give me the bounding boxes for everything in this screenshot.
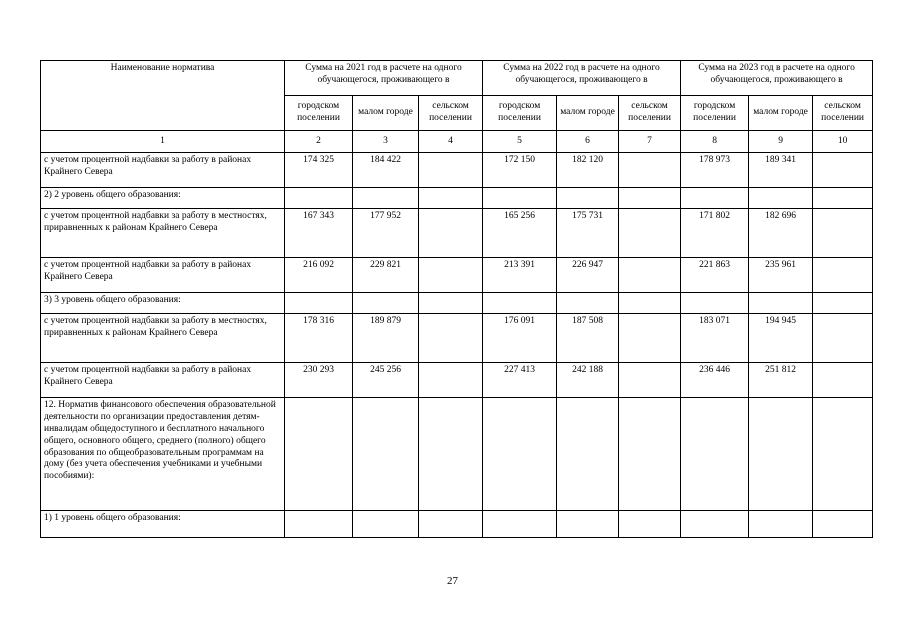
cell-value	[749, 398, 813, 511]
cell-value	[681, 398, 749, 511]
header-group-2022: Сумма на 2022 год в расчете на одного обучающегося, проживающего в	[483, 61, 681, 96]
cell-value	[419, 293, 483, 314]
row-name: с учетом процентной надбавки за работу в местностях, приравненных к районам Крайнего Севера	[41, 314, 285, 363]
header-group-2023: Сумма на 2023 год в расчете на одного обучающегося, проживающего в	[681, 61, 873, 96]
cell-value	[419, 398, 483, 511]
table-row	[41, 363, 873, 398]
cell-value	[813, 209, 873, 258]
cell-value: 245 256	[353, 363, 419, 398]
cell-value: 174 325	[285, 153, 353, 188]
cell-value	[619, 293, 681, 314]
header-row-numbers	[41, 131, 873, 153]
header-sub-rural: сельском поселении	[419, 96, 483, 131]
column-number: 4	[419, 131, 483, 153]
table-row	[41, 188, 873, 209]
header-sub-small-town: малом городе	[353, 96, 419, 131]
cell-value: 184 422	[353, 153, 419, 188]
cell-value	[681, 188, 749, 209]
row-name: с учетом процентной надбавки за работу в районах Крайнего Севера	[41, 363, 285, 398]
cell-value	[483, 293, 557, 314]
cell-value	[419, 188, 483, 209]
cell-value	[813, 398, 873, 511]
cell-value: 172 150	[483, 153, 557, 188]
cell-value	[749, 188, 813, 209]
cell-value: 167 343	[285, 209, 353, 258]
row-name: с учетом процентной надбавки за работу в местностях, приравненных к районам Крайнего Севера	[41, 209, 285, 258]
column-number: 2	[285, 131, 353, 153]
cell-value	[419, 258, 483, 293]
cell-value	[353, 511, 419, 538]
row-name: 3) 3 уровень общего образования:	[41, 293, 285, 314]
row-name: с учетом процентной надбавки за работу в районах Крайнего Севера	[41, 153, 285, 188]
header-group-2021: Сумма на 2021 год в расчете на одного обучающегося, проживающего в	[285, 61, 483, 96]
table-row	[41, 209, 873, 258]
cell-value: 171 802	[681, 209, 749, 258]
header-sub-rural: сельском поселении	[619, 96, 681, 131]
cell-value	[619, 258, 681, 293]
cell-value	[619, 314, 681, 363]
cell-value	[749, 511, 813, 538]
cell-value	[619, 363, 681, 398]
cell-value	[557, 511, 619, 538]
cell-value	[285, 293, 353, 314]
cell-value: 187 508	[557, 314, 619, 363]
cell-value	[813, 188, 873, 209]
header-sub-small-town: малом городе	[749, 96, 813, 131]
table-row	[41, 398, 873, 511]
cell-value: 176 091	[483, 314, 557, 363]
cell-value: 177 952	[353, 209, 419, 258]
column-number: 7	[619, 131, 681, 153]
cell-value	[353, 398, 419, 511]
header-row-groups	[41, 61, 873, 96]
row-name: 12. Норматив финансового обеспечения образовательной деятельности по организации предоставления детям-инвалидам общедоступного и бесплатного начального общего, основного общего, среднего (полного) общего образования по общеобразовательным программам на дому (без учета обеспечения учебниками и учебными пособиями):	[41, 398, 285, 511]
column-number: 5	[483, 131, 557, 153]
cell-value	[813, 153, 873, 188]
column-number: 3	[353, 131, 419, 153]
cell-value	[619, 153, 681, 188]
cell-value: 236 446	[681, 363, 749, 398]
table-row	[41, 314, 873, 363]
cell-value	[557, 188, 619, 209]
cell-value: 189 341	[749, 153, 813, 188]
cell-value: 178 316	[285, 314, 353, 363]
normatives-table	[40, 60, 873, 538]
header-sub-rural: сельском поселении	[813, 96, 873, 131]
cell-value: 221 863	[681, 258, 749, 293]
cell-value	[353, 188, 419, 209]
header-name-col: Наименование норматива	[41, 61, 285, 131]
table-row	[41, 511, 873, 538]
cell-value	[813, 363, 873, 398]
cell-value: 216 092	[285, 258, 353, 293]
cell-value	[285, 398, 353, 511]
cell-value	[285, 188, 353, 209]
header-sub-urban: городском поселении	[483, 96, 557, 131]
cell-value: 230 293	[285, 363, 353, 398]
header-sub-small-town: малом городе	[557, 96, 619, 131]
row-name: 2) 2 уровень общего образования:	[41, 188, 285, 209]
cell-value	[813, 258, 873, 293]
cell-value: 182 696	[749, 209, 813, 258]
cell-value	[419, 363, 483, 398]
cell-value: 213 391	[483, 258, 557, 293]
column-number: 9	[749, 131, 813, 153]
header-sub-urban: городском поселении	[681, 96, 749, 131]
table-row	[41, 258, 873, 293]
cell-value	[619, 398, 681, 511]
cell-value	[353, 293, 419, 314]
cell-value	[285, 511, 353, 538]
cell-value	[557, 293, 619, 314]
cell-value	[557, 398, 619, 511]
cell-value	[419, 209, 483, 258]
cell-value	[483, 188, 557, 209]
cell-value: 165 256	[483, 209, 557, 258]
cell-value	[483, 511, 557, 538]
column-number: 1	[41, 131, 285, 153]
cell-value	[483, 398, 557, 511]
cell-value: 251 812	[749, 363, 813, 398]
cell-value	[681, 293, 749, 314]
cell-value: 235 961	[749, 258, 813, 293]
cell-value: 229 821	[353, 258, 419, 293]
cell-value: 194 945	[749, 314, 813, 363]
column-number: 8	[681, 131, 749, 153]
cell-value	[619, 511, 681, 538]
cell-value	[419, 153, 483, 188]
cell-value	[681, 511, 749, 538]
cell-value	[419, 511, 483, 538]
cell-value: 183 071	[681, 314, 749, 363]
cell-value	[619, 188, 681, 209]
header-sub-urban: городском поселении	[285, 96, 353, 131]
cell-value	[813, 511, 873, 538]
cell-value: 189 879	[353, 314, 419, 363]
cell-value: 227 413	[483, 363, 557, 398]
cell-value: 182 120	[557, 153, 619, 188]
column-number: 6	[557, 131, 619, 153]
row-name: 1) 1 уровень общего образования:	[41, 511, 285, 538]
cell-value	[619, 209, 681, 258]
row-name: с учетом процентной надбавки за работу в районах Крайнего Севера	[41, 258, 285, 293]
cell-value: 242 188	[557, 363, 619, 398]
cell-value	[419, 314, 483, 363]
cell-value: 175 731	[557, 209, 619, 258]
cell-value: 178 973	[681, 153, 749, 188]
page-number: 27	[447, 575, 458, 587]
column-number: 10	[813, 131, 873, 153]
table-row	[41, 153, 873, 188]
cell-value	[749, 293, 813, 314]
cell-value: 226 947	[557, 258, 619, 293]
cell-value	[813, 293, 873, 314]
table-row	[41, 293, 873, 314]
cell-value	[813, 314, 873, 363]
